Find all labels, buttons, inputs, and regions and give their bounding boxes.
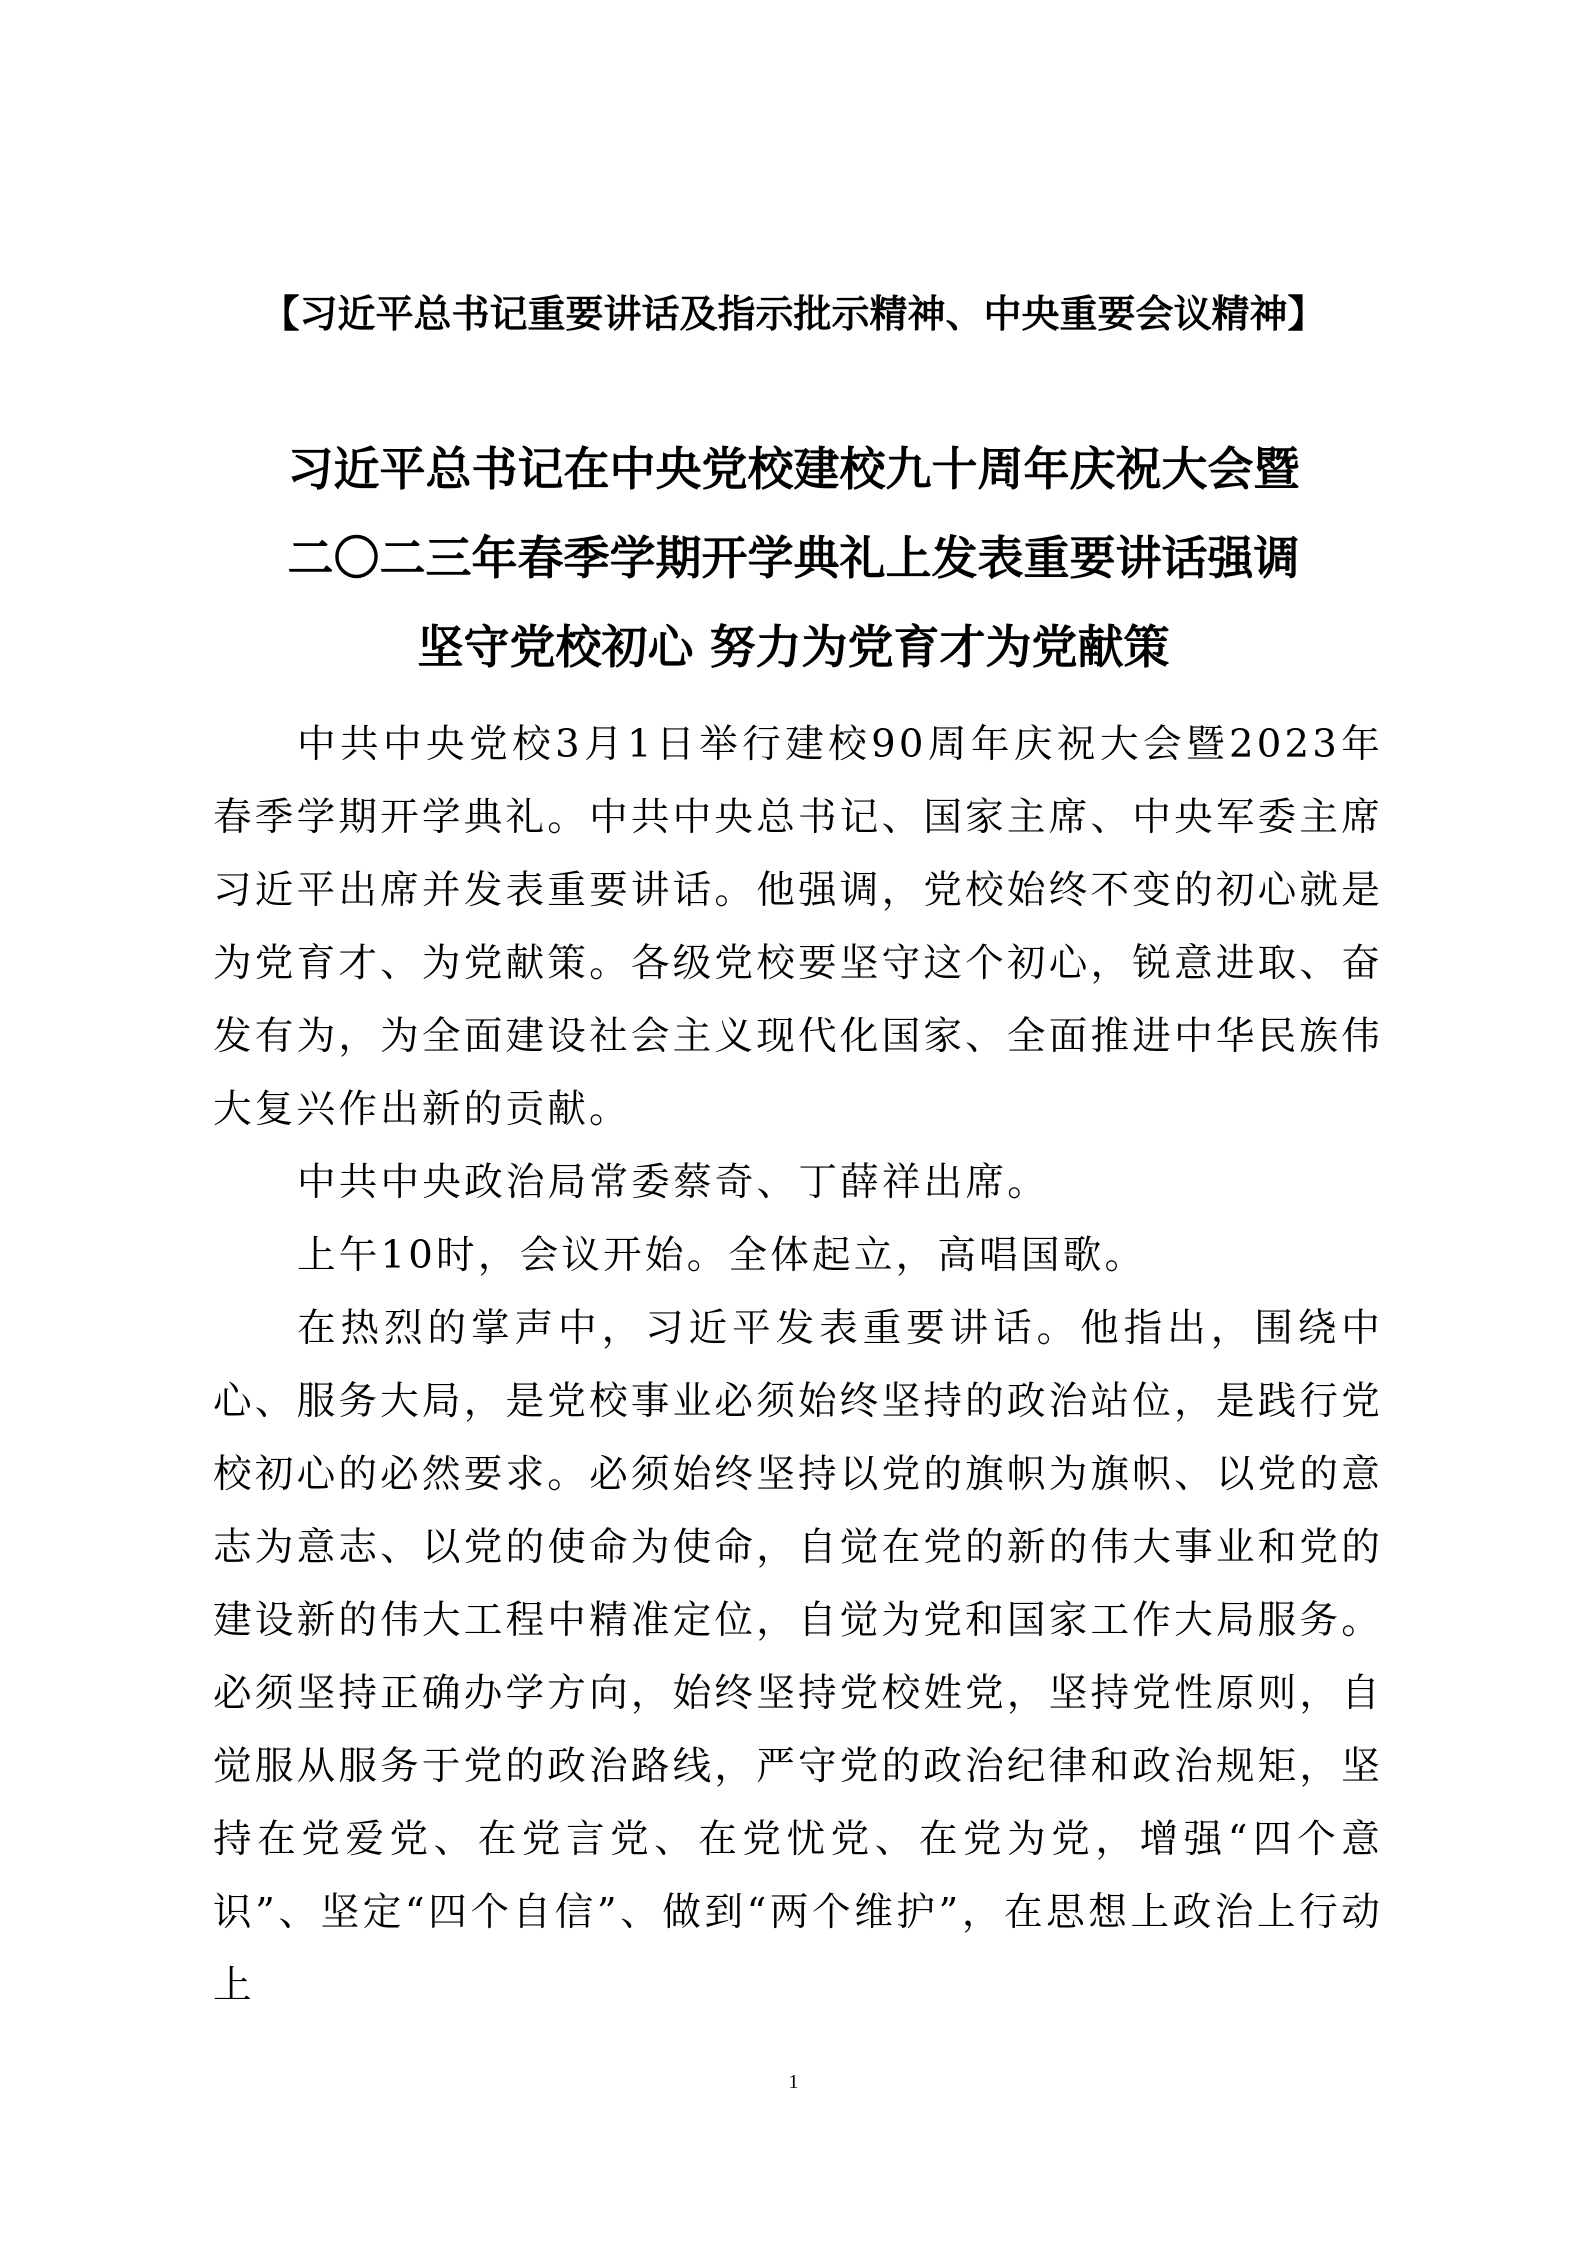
category-heading: 【习近平总书记重要讲话及指示批示精神、中央重要会议精神】 xyxy=(261,292,1326,336)
paragraph: 上午10时，会议开始。全体起立，高唱国歌。 xyxy=(297,1233,1147,1278)
title-line-1: 习近平总书记在中央党校建校九十周年庆祝大会暨 xyxy=(287,442,1300,496)
paragraph: 中共中央党校3月1日举行建校90周年庆祝大会暨2023年春季学期开学典礼。中共中央总书记、国家主席、中央军委主席习近平出席并发表重要讲话。他强调，党校始终不变的初心就是为党育才、为党献策。各级党校要坚守这个初心，锐意进取、奋发有为，为全面建设社会主义现代化国家、全面推进中华民族伟大复兴作出新的贡献。 xyxy=(213,722,1383,1132)
article-body xyxy=(213,708,1383,2022)
title-line-2: 二〇二三年春季学期开学典礼上发表重要讲话强调 xyxy=(287,531,1300,585)
paragraph: 中共中央政治局常委蔡奇、丁薛祥出席。 xyxy=(297,1160,1050,1205)
title-line-3: 坚守党校初心 努力为党育才为党献策 xyxy=(417,620,1170,674)
article-title xyxy=(150,425,1437,692)
paragraph: 在热烈的掌声中，习近平发表重要讲话。他指出，围绕中心、服务大局，是党校事业必须始终坚持的政治站位，是践行党校初心的必然要求。必须始终坚持以党的旗帜为旗帜、以党的意志为意志、以党的使命为使命，自觉在党的新的伟大事业和党的建设新的伟大工程中精准定位，自觉为党和国家工作大局服务。必须坚持正确办学方向，始终坚持党校姓党，坚持党性原则，自觉服从服务于党的政治路线，严守党的政治纪律和政治规矩，坚持在党爱党、在党言党、在党忧党、在党为党，增强“四个意识”、坚定“四个自信”、做到“两个维护”，在思想上政治上行动上 xyxy=(213,1306,1383,2008)
page-number: 1 xyxy=(788,2071,799,2093)
